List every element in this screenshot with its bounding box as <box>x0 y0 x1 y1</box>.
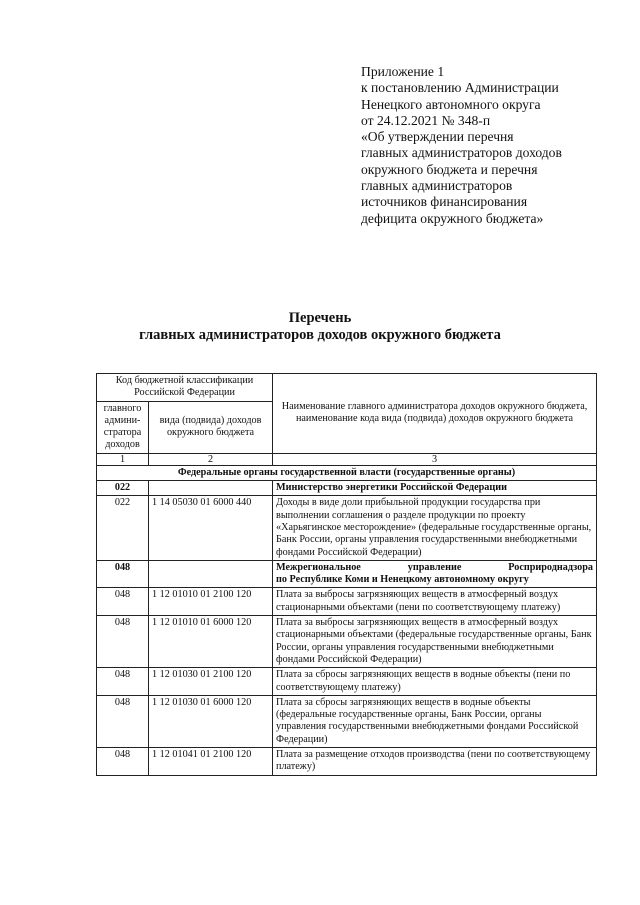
revenue-code: 1 12 01010 01 2100 120 <box>149 588 273 616</box>
annex-line: окружного бюджета и перечня <box>361 161 538 177</box>
table-row <box>97 695 597 747</box>
annex-line: к постановлению Администрации <box>361 80 559 96</box>
revenue-code: 1 12 01041 01 2100 120 <box>149 748 273 776</box>
table-row <box>97 560 597 588</box>
revenue-name: Доходы в виде доли прибыльной продукции государства при выполнении соглашения о разделе продукции по проекту «Харьягинское месторождение» (федеральные государственные органы, Банк России, органы управления государственными внебюджетными фондами Российской Федерации) <box>273 496 597 560</box>
admin-code: 048 <box>97 560 149 588</box>
column-number: 2 <box>149 453 273 465</box>
annex-line: «Об утверждении перечня <box>361 129 514 145</box>
table-row <box>97 616 597 668</box>
header-admin: главного админи-стратора доходов <box>97 401 149 453</box>
admin-code: 048 <box>97 588 149 616</box>
admin-code: 048 <box>97 748 149 776</box>
header-kbk: Код бюджетной классификации Российской Федерации <box>97 374 273 402</box>
revenue-name-line: Межрегиональное управление Росприроднадзора <box>276 561 594 573</box>
revenue-name-line: по Республике Коми и Ненецкому автономному округу <box>276 574 529 586</box>
column-number: 3 <box>273 453 597 465</box>
annex-line: главных администраторов <box>361 178 513 194</box>
annex-line: главных администраторов доходов <box>361 145 562 161</box>
annex-line: от 24.12.2021 № 348-п <box>361 112 491 128</box>
revenue-name <box>273 560 597 588</box>
table-row <box>97 496 597 560</box>
revenue-code: 1 12 01010 01 6000 120 <box>149 616 273 668</box>
annex-line: Ненецкого автономного округа <box>361 96 541 112</box>
document-subtitle: главных администраторов доходов окружного бюджета <box>139 327 501 343</box>
revenue-code <box>149 560 273 588</box>
revenue-administrators-table <box>96 373 597 776</box>
annex-block <box>361 64 631 227</box>
section-row <box>97 465 597 480</box>
section-title: Федеральные органы государственной власти (государственные органы) <box>97 465 597 480</box>
revenue-code: 1 12 01030 01 6000 120 <box>149 695 273 747</box>
revenue-name: Министерство энергетики Российской Федерации <box>273 481 597 496</box>
revenue-name: Плата за выбросы загрязняющих веществ в атмосферный воздух стационарными объектами (федеральные государственные органы, Банк России, органы управления государственными внебюджетными фондами Российской Федерации) <box>273 616 597 668</box>
table-row <box>97 668 597 696</box>
table-row <box>97 481 597 496</box>
table-row <box>97 748 597 776</box>
header-name: Наименование главного администратора доходов окружного бюджета, наименование кода вида (подвида) доходов окружного бюджета <box>273 374 597 454</box>
column-number-row <box>97 453 597 465</box>
admin-code: 048 <box>97 695 149 747</box>
annex-line: дефицита окружного бюджета» <box>361 210 544 226</box>
table-row <box>97 588 597 616</box>
revenue-name: Плата за выбросы загрязняющих веществ в атмосферный воздух стационарными объектами (пени по соответствующему платежу) <box>273 588 597 616</box>
revenue-name: Плата за размещение отходов производства (пени по соответствующему платежу) <box>273 748 597 776</box>
table-header-row <box>97 374 597 402</box>
column-number: 1 <box>97 453 149 465</box>
revenue-name: Плата за сбросы загрязняющих веществ в водные объекты (федеральные государственные органы, Банк России, органы управления государственными внебюджетными фондами Российской Федерации) <box>273 695 597 747</box>
revenue-code: 1 14 05030 01 6000 440 <box>149 496 273 560</box>
annex-line: Приложение 1 <box>361 64 445 79</box>
annex-line: источников финансирования <box>361 194 528 210</box>
admin-code: 022 <box>97 481 149 496</box>
admin-code: 022 <box>97 496 149 560</box>
admin-code: 048 <box>97 668 149 696</box>
revenue-code: 1 12 01030 01 2100 120 <box>149 668 273 696</box>
document-title: Перечень <box>288 310 352 326</box>
revenue-code <box>149 481 273 496</box>
revenue-name: Плата за сбросы загрязняющих веществ в водные объекты (пени по соответствующему платежу) <box>273 668 597 696</box>
admin-code: 048 <box>97 616 149 668</box>
header-kind: вида (подвида) доходов окружного бюджета <box>149 401 273 453</box>
